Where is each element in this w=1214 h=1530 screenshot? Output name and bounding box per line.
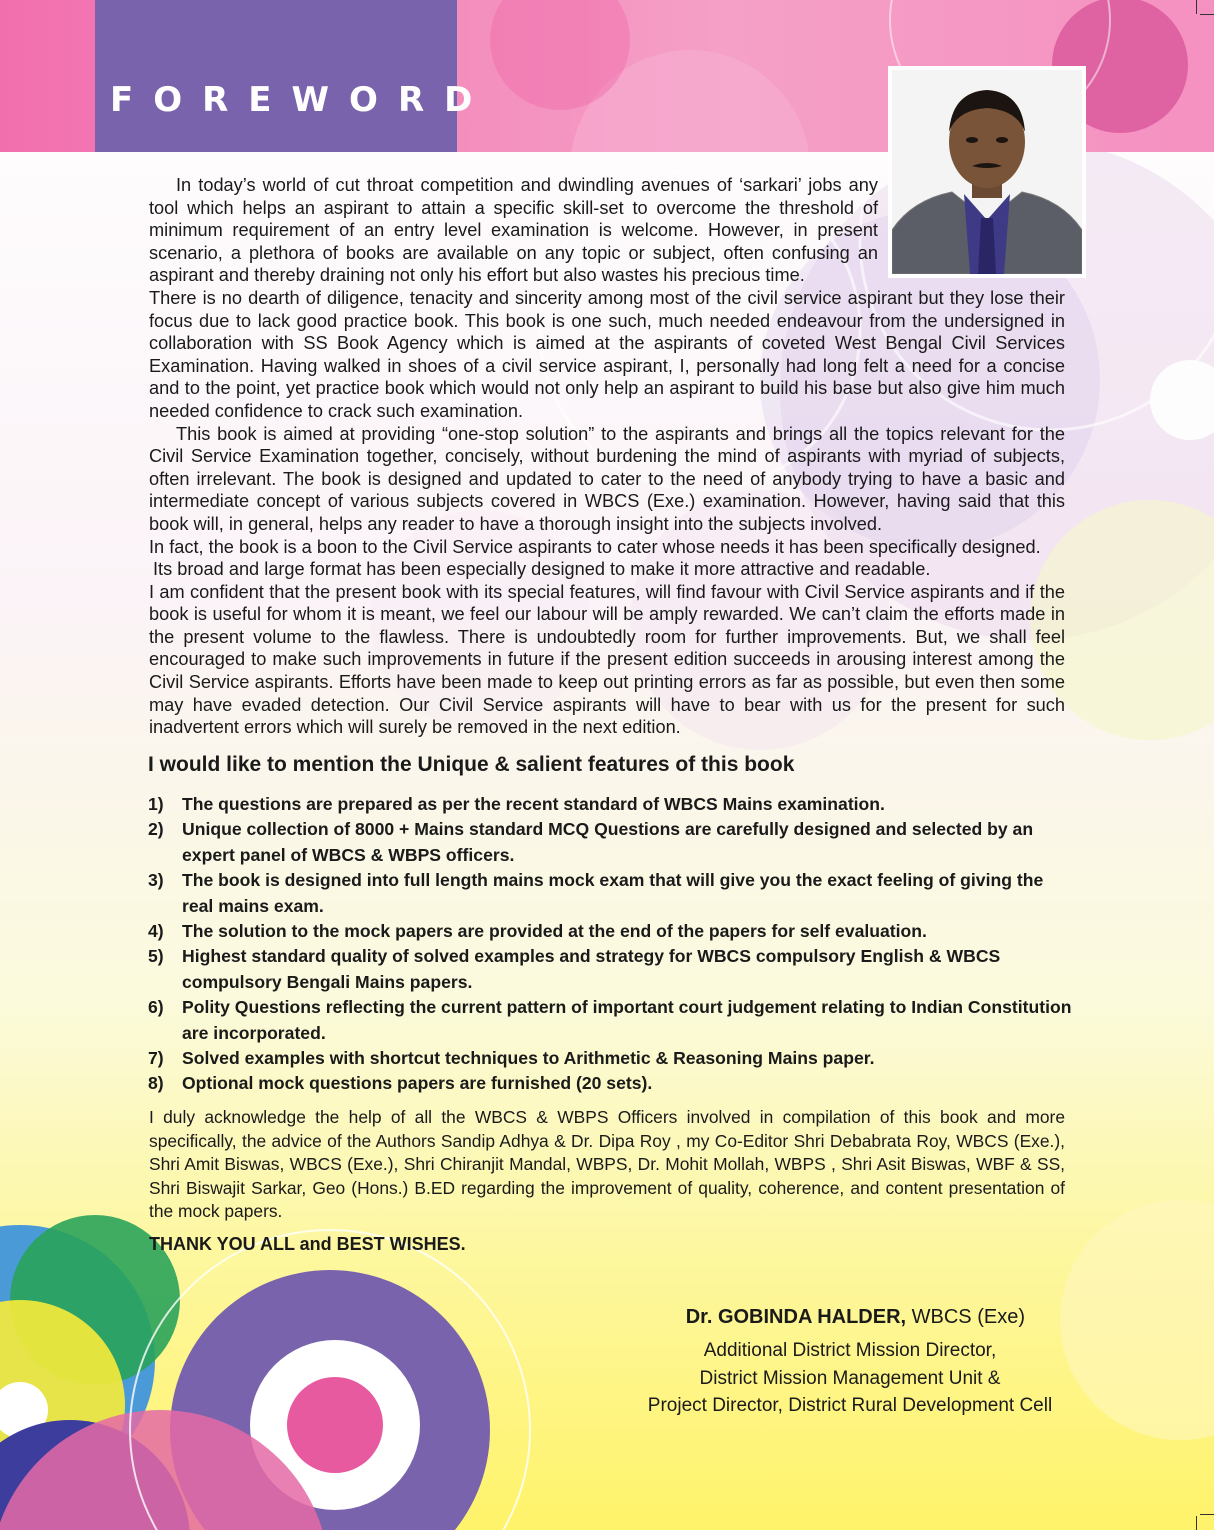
designation-line: District Mission Management Unit &	[699, 1367, 1001, 1389]
paragraph: This book is aimed at providing “one-stop solution” to the aspirants and brings all the topics relevant for the Civil Service Examination together, concisely, without burdening the mind of aspirants with myriad of subjects, often irrelevant. The book is designed and updated to cater to the need of anybody trying to have a basic and intermediate concept of various subjects covered in WBCS (Exe.) examination. However, having said that this book will, in general, helps any reader to have a thorough insight into the subjects involved.	[149, 423, 1065, 534]
thanks-line: THANK YOU ALL and BEST WISHES.	[149, 1234, 466, 1254]
features-list	[148, 792, 1078, 1097]
designation-lines	[635, 1337, 1065, 1420]
paragraph: In today’s world of cut throat competition and dwindling avenues of ‘sarkari’ jobs any tool which helps an aspirant to attain a specific skill-set to overcome the threshold of minimum requirement of an entry level examination is welcome. However, in present scenario, a plethora of books are available on any topic or subject, often confusing an aspirant and thereby draining not only his effort but also wastes his precious time.	[149, 175, 878, 286]
list-item	[148, 1046, 1078, 1071]
signature-block	[600, 1306, 1065, 1420]
paragraph: There is no dearth of diligence, tenacity and sincerity among most of the civil service aspirant but they lose their focus due to lack good practice book. This book is one such, much needed endeavour from the undersigned in collaboration with SS Book Agency which is aimed at the aspirants of coveted West Bengal Civil Services Examination. Having walked in shoes of a civil service aspirant, I, personally had long felt a need for a concise and to the point, yet practice book which would not only help an aspirant to build his base but also give him much needed confidence to crack such examination.	[149, 287, 1065, 421]
crop-mark	[1200, 14, 1214, 15]
list-item	[148, 1071, 1078, 1096]
item-number: 3)	[148, 870, 164, 891]
item-number: 2)	[148, 819, 164, 840]
author-name: Dr. GOBINDA HALDER,	[685, 1306, 907, 1328]
foreword-body	[149, 174, 1065, 739]
list-item	[148, 944, 1078, 995]
paragraph: Its broad and large format has been especially designed to make it more attractive and readable.	[153, 559, 931, 580]
list-item	[148, 817, 1078, 868]
list-item	[148, 919, 1078, 944]
item-text: The solution to the mock papers are provided at the end of the papers for self evaluation.	[182, 921, 927, 942]
paragraph: I am confident that the present book with its special features, will find favour with Civil Service aspirants and if the book is useful for whom it is meant, we feel our labour will be amply rewarded. We can’t claim the efforts made in the present volume to the flawless. There is undoubtedly room for further improvements. But, we shall feel encouraged to make such improvements in future if the present edition succeeds in arousing interest among the Civil Service aspirants. Efforts have been made to keep out printing errors as far as possible, but even then some may have evaded detection. Our Civil Service aspirants will have to bear with us for the present for such inadvertent errors which will surely be removed in the next edition.	[149, 581, 1065, 738]
item-number: 4)	[148, 921, 164, 942]
acknowledgement: I duly acknowledge the help of all the WBCS & WBPS Officers involved in compilation of this book and more specifically, the advice of the Authors Sandip Adhya & Dr. Dipa Roy , my Co-Editor Shri Debabrata Roy, WBCS (Exe.), Shri Amit Biswas, WBCS (Exe.), Shri Chiranjit Mandal, WBPS, Dr. Mohit Mollah, WBPS , Shri Asit Biswas, WBF & SS, Shri Biswajit Sarkar, Geo (Hons.) B.ED regarding the improvement of quality, coherence, and content presentation of the mock papers.	[149, 1107, 1065, 1222]
paragraph: In fact, the book is a boon to the Civil Service aspirants to cater whose needs it has been specifically designed.	[149, 536, 1041, 557]
author-name-line	[600, 1306, 1025, 1329]
list-item	[148, 868, 1078, 919]
designation-line: Project Director, District Rural Development Cell	[647, 1395, 1053, 1416]
crop-mark	[1196, 0, 1197, 14]
item-number: 7)	[148, 1048, 164, 1069]
title-box	[95, 0, 457, 152]
bg-circle	[1060, 1200, 1214, 1440]
item-text: Solved examples with shortcut techniques to Arithmetic & Reasoning Mains paper.	[182, 1048, 875, 1069]
list-item	[148, 792, 1078, 817]
item-text: Polity Questions reflecting the current pattern of important court judgement relating to Indian Constitution are incorporated.	[182, 997, 1072, 1043]
item-number: 8)	[148, 1073, 164, 1094]
list-item	[148, 995, 1078, 1046]
item-text: Optional mock questions papers are furnished (20 sets).	[182, 1073, 653, 1094]
designation-line: Additional District Mission Director,	[703, 1340, 997, 1361]
item-number: 1)	[148, 794, 164, 814]
item-number: 5)	[148, 946, 164, 967]
item-text: The book is designed into full length mains mock exam that will give you the exact feeling of giving the real mains exam.	[182, 870, 1044, 916]
crop-mark	[1200, 1514, 1214, 1515]
bg-circle	[287, 1377, 383, 1473]
author-service: WBCS (Exe)	[906, 1306, 1025, 1328]
item-text: The questions are prepared as per the recent standard of WBCS Mains examination.	[182, 794, 885, 814]
page-title: FOREWORD	[110, 80, 493, 120]
item-text: Unique collection of 8000 + Mains standard MCQ Questions are carefully designed and selected by an expert panel of WBCS & WBPS officers.	[182, 819, 1034, 865]
item-text: Highest standard quality of solved examples and strategy for WBCS compulsory English & WBCS compulsory Bengali Mains papers.	[182, 946, 1001, 992]
item-number: 6)	[148, 997, 164, 1018]
features-heading: I would like to mention the Unique & salient features of this book	[148, 753, 795, 776]
crop-mark	[1196, 1516, 1197, 1530]
